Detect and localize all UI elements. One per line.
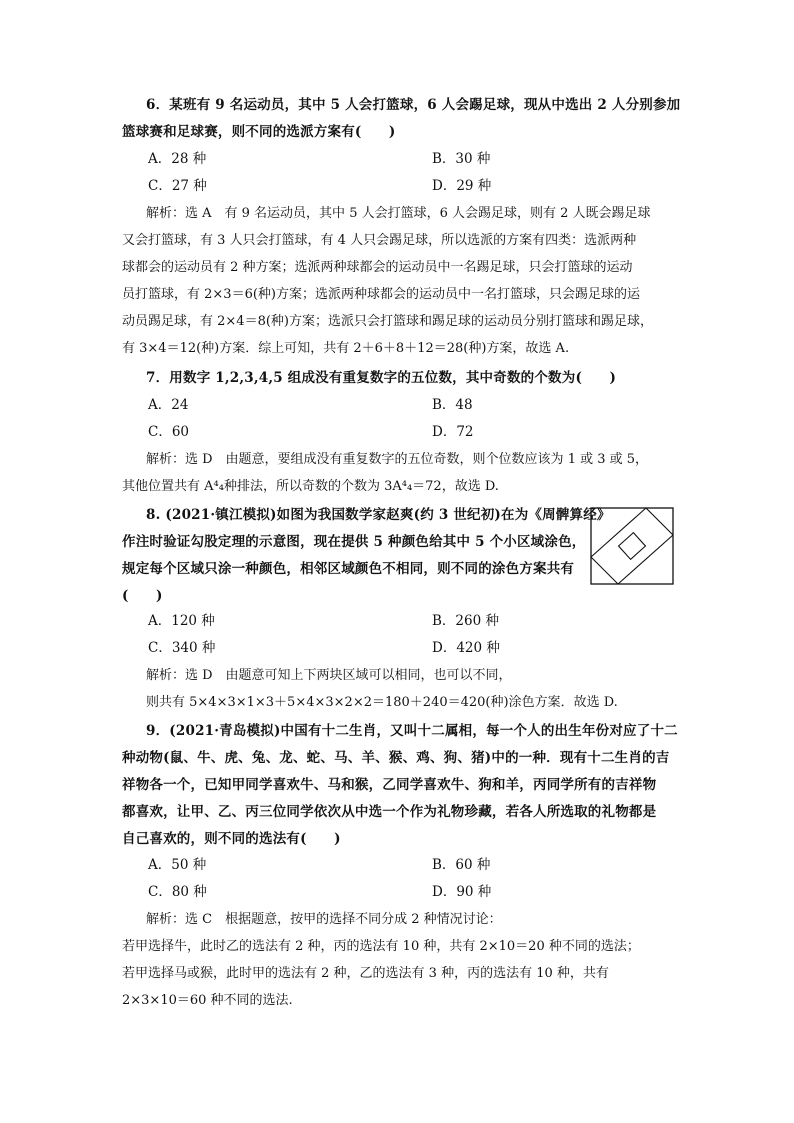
figure-line — [591, 508, 646, 557]
q7-option-b: B．48 — [432, 397, 473, 413]
q9-stem-line1: 9．(2021·青岛模拟)中国有十二生肖，又叫十二属相，每一个人的出生年份对应了十二 — [146, 723, 678, 739]
q8-stem-line1: 8. (2021·镇江模拟)如图为我国数学家赵爽(约 3 世纪初)在为《周髀算经》 — [146, 507, 611, 523]
q7-analysis-line: 解析：选 D 由题意，要组成没有重复数字的五位奇数，则个位数应该为 1 或 3 或 5， — [146, 452, 649, 467]
q6-analysis-line: 解析：选 A 有 9 名运动员，其中 5 人会打篮球，6 人会踢足球，则有 2 人既会踢足球 — [146, 206, 651, 221]
q8-option-b: B．260 种 — [432, 613, 499, 629]
zhao-shuang-figure — [590, 507, 674, 585]
q6-analysis-line: 员打篮球，有 2×3＝6(种)方案；选派两种球都会的运动员中一名打篮球，只会踢足球的运 — [122, 287, 640, 302]
q9-analysis-line: 若甲选择马或猴，此时甲的选法有 2 种，乙的选法有 3 种，丙的选法有 10 种，共有 — [122, 966, 609, 981]
q9-option-c: C．80 种 — [148, 884, 207, 900]
q8-option-c: C．340 种 — [148, 640, 216, 656]
figure-inner-square — [619, 533, 646, 560]
q6-analysis-line: 又会打篮球，有 3 人只会打篮球，有 4 人只会踢足球，所以选派的方案有四类：选派两种 — [122, 233, 637, 248]
q6-option-b: B．30 种 — [432, 151, 491, 167]
q9-stem-line4: 都喜欢，让甲、乙、丙三位同学依次从中选一个作为礼物珍藏，若各人所选取的礼物都是 — [122, 804, 657, 820]
q9-analysis-line: 2×3×10＝60 种不同的选法. — [122, 993, 293, 1008]
q6-analysis-line: 球都会的运动员有 2 种方案；选派两种球都会的运动员中一名踢足球，只会打篮球的运动 — [122, 260, 633, 275]
q7-analysis-line: 其他位置共有 A⁴₄种排法，所以奇数的个数为 3A⁴₄＝72，故选 D. — [122, 479, 499, 494]
q9-stem-line3: 祥物各一个，已知甲同学喜欢牛、马和猴，乙同学喜欢牛、狗和羊，丙同学所有的吉祥物 — [122, 777, 657, 793]
q9-option-a: A．50 种 — [148, 857, 207, 873]
q8-stem-line3: 规定每个区域只涂一种颜色，相邻区域颜色不相同，则不同的涂色方案共有 — [122, 561, 575, 577]
q7-option-c: C．60 — [148, 424, 190, 440]
q8-stem-line2: 作注时验证勾股定理的示意图，现在提供 5 种颜色给其中 5 个小区域涂色， — [122, 534, 586, 550]
q9-analysis-line: 解析：选 C 根据题意，按甲的选择不同分成 2 种情况讨论： — [146, 912, 502, 927]
q6-analysis-line: 有 3×4＝12(种)方案．综上可知，共有 2＋6＋8＋12＝28(种)方案，故选 A. — [122, 341, 570, 356]
q9-option-b: B．60 种 — [432, 857, 491, 873]
q9-stem-line5: 自己喜欢的，则不同的选法有( ) — [122, 831, 341, 847]
q6-stem-line1: 6．某班有 9 名运动员，其中 5 人会打篮球，6 人会踢足球，现从中选出 2 人分别参加 — [146, 97, 681, 113]
figure-line — [646, 508, 673, 535]
q7-stem-line1: 7．用数字 1,2,3,4,5 组成没有重复数字的五位数，其中奇数的个数为( ) — [146, 370, 617, 386]
q8-analysis-line: 解析：选 D 由题意可知上下两块区域可以相同，也可以不同， — [146, 668, 512, 683]
q6-option-d: D．29 种 — [432, 178, 492, 194]
q6-option-c: C．27 种 — [148, 178, 207, 194]
q7-option-a: A．24 — [148, 397, 189, 413]
q8-analysis-line: 则共有 5×4×3×1×3＋5×4×3×2×2＝180＋240＝420(种)涂色方案．故选 D. — [146, 695, 618, 710]
q6-analysis-line: 动员踢足球，有 2×4＝8(种)方案；选派只会打篮球和踢足球的运动员分别打篮球和踢足球， — [122, 314, 653, 329]
q8-option-d: D．420 种 — [432, 640, 500, 656]
q9-analysis-line: 若甲选择牛，此时乙的选法有 2 种，丙的选法有 10 种，共有 2×10＝20 种不同的选法； — [122, 939, 640, 954]
q9-option-d: D．90 种 — [432, 884, 492, 900]
q8-stem-line4: ( ) — [122, 588, 163, 604]
q8-option-a: A．120 种 — [148, 613, 215, 629]
q7-option-d: D．72 — [432, 424, 474, 440]
figure-line — [591, 557, 618, 584]
q9-stem-line2: 种动物(鼠、牛、虎、兔、龙、蛇、马、羊、猴、鸡、狗、猪)中的一种．现有十二生肖的吉 — [122, 750, 670, 766]
q6-option-a: A．28 种 — [148, 151, 207, 167]
q6-stem-line2: 篮球赛和足球赛，则不同的选派方案有( ) — [122, 124, 396, 140]
figure-line — [618, 535, 673, 584]
